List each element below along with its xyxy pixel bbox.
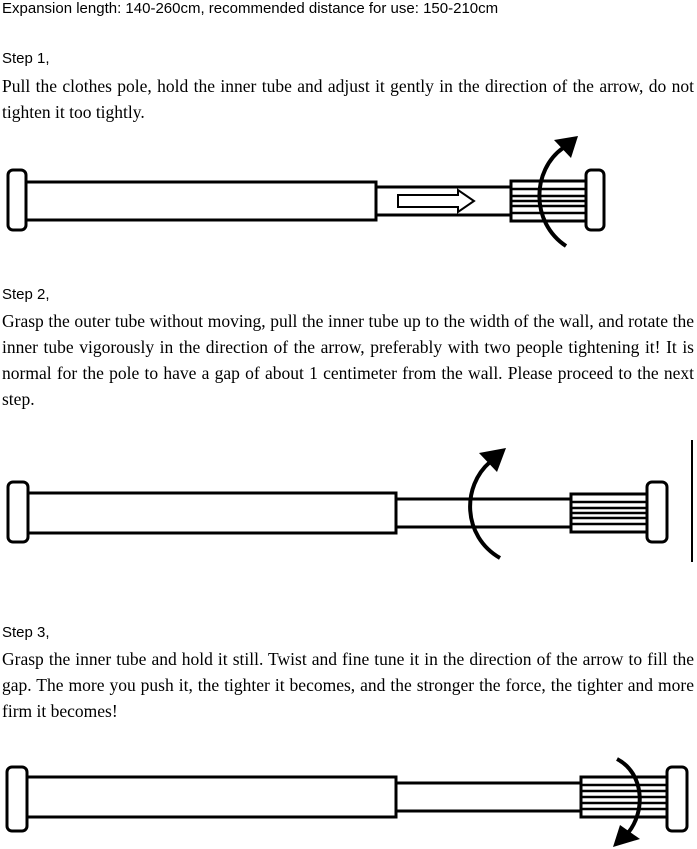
step-2-instructions: Grasp the outer tube without moving, pull the inner tube up to the width of the wall, and rotate the inner tube vigorously in the direction of the arrow, preferably with two people tightening it! It is normal for the pole to have a gap of about 1 centimeter from the wall. Please proceed to the next step. xyxy=(2,311,694,409)
adjuster-ridges xyxy=(511,189,586,213)
left-end-cap xyxy=(7,767,27,831)
pull-direction-arrow xyxy=(398,190,474,212)
left-end-cap xyxy=(8,170,26,230)
step-1-instructions: Pull the clothes pole, hold the inner tube and adjust it gently in the direction of the arrow, do not tighten it too tightly. xyxy=(2,76,694,122)
step-1-diagram xyxy=(0,130,697,250)
right-end-cap xyxy=(667,767,687,831)
step-2-title: Step 2, xyxy=(2,286,50,303)
inner-tube xyxy=(396,783,581,811)
step-1-title: Step 1, xyxy=(2,50,50,67)
rotation-arrow-head xyxy=(613,825,640,847)
inner-tube xyxy=(376,187,511,215)
adjuster-ridges xyxy=(571,502,647,524)
step-3-title: Step 3, xyxy=(2,624,50,641)
outer-tube xyxy=(26,182,376,220)
adjuster-ridges xyxy=(581,785,667,809)
step-3-diagram xyxy=(0,755,697,849)
outer-tube xyxy=(28,493,396,533)
inner-tube xyxy=(396,499,571,527)
step-2-diagram xyxy=(0,440,697,570)
right-end-cap xyxy=(586,170,604,230)
right-end-cap xyxy=(647,482,667,542)
expansion-length-heading: Expansion length: 140-260cm, recommended distance for use: 150-210cm xyxy=(2,0,499,17)
left-end-cap xyxy=(8,482,28,542)
step-3-instructions: Grasp the inner tube and hold it still. Twist and fine tune it in the direction of the arrow to fill the gap. The more you push it, the tighter it becomes, and the stronger the force, the tighter and more firm it becomes! xyxy=(2,649,694,721)
outer-tube xyxy=(27,777,396,817)
rotation-arrow-arc xyxy=(470,462,500,558)
